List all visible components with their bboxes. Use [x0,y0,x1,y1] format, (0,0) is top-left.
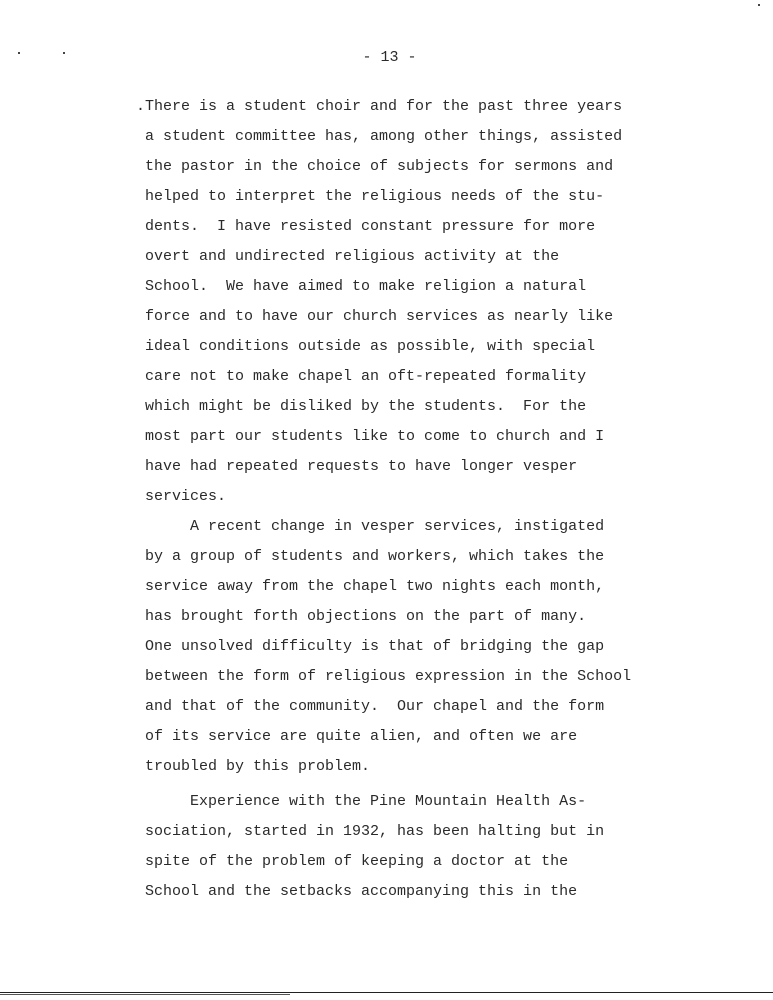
text-line: School. We have aimed to make religion a natural [145,278,587,295]
page-number: - 13 - [362,49,417,66]
text-line: of its service are quite alien, and often we are [145,728,578,745]
text-line: have had repeated requests to have longer vesper [145,458,578,475]
text-line: service away from the chapel two nights each month, [145,578,605,595]
text-line: dents. I have resisted constant pressure for more [145,218,596,235]
text-line: ideal conditions outside as possible, with special [145,338,596,355]
text-line: force and to have our church services as nearly like [145,308,614,325]
text-line: has brought forth objections on the part of many. [145,608,587,625]
text-line: services. [145,488,227,505]
text-line: School and the setbacks accompanying this in the [145,883,578,900]
scan-speck [18,52,20,54]
text-line: .There is a student choir and for the past three years [136,98,623,115]
text-line: care not to make chapel an oft-repeated formality [145,368,587,385]
text-line: and that of the community. Our chapel and the form [145,698,605,715]
text-line: overt and undirected religious activity at the [145,248,560,265]
page-bottom-edge [0,992,773,993]
text-line: Experience with the Pine Mountain Health As- [145,793,587,810]
text-line: between the form of religious expression in the School [145,668,632,685]
text-line: helped to interpret the religious needs of the stu- [145,188,605,205]
text-line: A recent change in vesper services, instigated [145,518,605,535]
page-bottom-edge-shadow [0,994,290,995]
text-line: One unsolved difficulty is that of bridging the gap [145,638,605,655]
text-line: troubled by this problem. [145,758,371,775]
scan-speck [758,4,760,6]
text-line: sociation, started in 1932, has been halting but in [145,823,605,840]
scan-speck [63,52,65,54]
text-line: spite of the problem of keeping a doctor at the [145,853,569,870]
text-line: which might be disliked by the students. For the [145,398,587,415]
text-line: the pastor in the choice of subjects for sermons and [145,158,614,175]
text-line: by a group of students and workers, which takes the [145,548,605,565]
text-line: most part our students like to come to church and I [145,428,605,445]
text-line: a student committee has, among other things, assisted [145,128,623,145]
